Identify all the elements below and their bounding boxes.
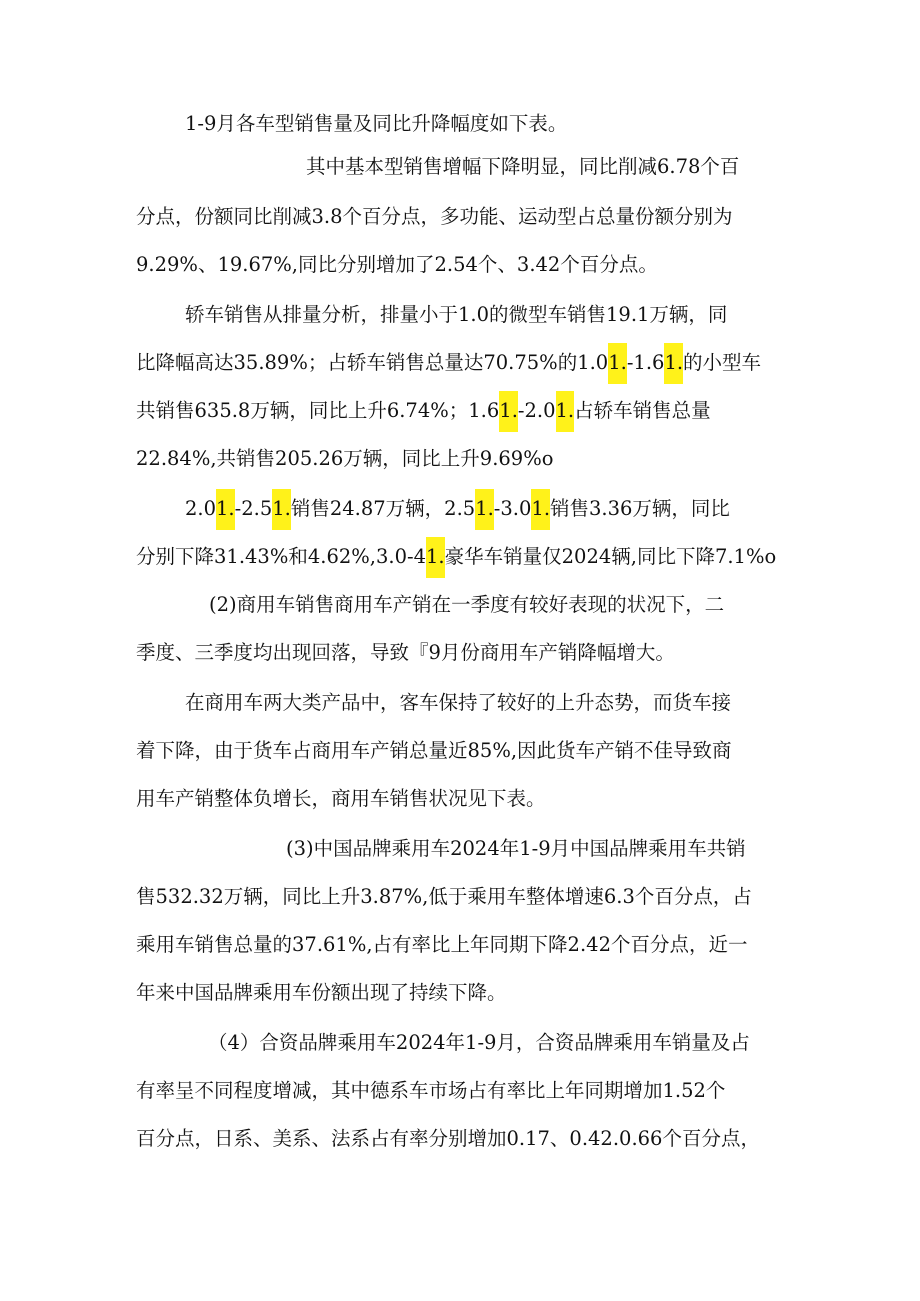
paragraph-line: 比降幅高达35.89%；占轿车销售总量达70.75%的1.01.-1.61.的小型车 xyxy=(136,353,761,373)
highlight-mark: 1. xyxy=(499,391,518,432)
paragraph-line: 1-9月各车型销售量及同比升降幅度如下表。 xyxy=(185,112,568,135)
paragraph-line: 2.01.-2.51.销售24.87万辆，2.51.-3.01.销售3.36万辆，同比 xyxy=(185,499,730,519)
paragraph-line: 百分点，日系、美系、法系占有率分别增加0.17、0.42.0.66个百分点， xyxy=(136,1127,760,1150)
highlight-mark: 1. xyxy=(426,537,445,578)
paragraph-line: 分点，份额同比削减3.8个百分点，多功能、运动型占总量份额分别为 xyxy=(136,205,733,228)
paragraph-line: 分别下降31.43%和4.62%,3.0-41.豪华车销量仅2024辆,同比下降7.1%o xyxy=(136,547,776,567)
highlight-mark: 1. xyxy=(664,343,683,384)
paragraph-line: 季度、三季度均出现回落，导致『9月份商用车产销降幅增大。 xyxy=(136,641,675,664)
highlight-mark: 1. xyxy=(608,343,627,384)
highlight-mark: 1. xyxy=(556,391,575,432)
paragraph-line: (3)中国品牌乘用车2024年1-9月中国品牌乘用车共销 xyxy=(286,837,746,860)
paragraph-line: 共销售635.8万辆，同比上升6.74%；1.61.-2.01.占轿车销售总量 xyxy=(136,401,711,421)
highlight-mark: 1. xyxy=(475,489,494,530)
paragraph-line: 乘用车销售总量的37.61%,占有率比上年同期下降2.42个百分点，近一 xyxy=(136,933,748,956)
paragraph-line: 用车产销整体负增长，商用车销售状况见下表。 xyxy=(136,787,546,810)
highlight-mark: 1. xyxy=(531,489,550,530)
paragraph-line: 售532.32万辆，同比上升3.87%,低于乘用车整体增速6.3个百分点，占 xyxy=(136,885,752,908)
paragraph-line: 着下降，由于货车占商用车产销总量近85%,因此货车产销不佳导致商 xyxy=(136,739,732,762)
highlight-mark: 1. xyxy=(216,489,235,530)
paragraph-line: 有率呈不同程度增减，其中德系车市场占有率比上年同期增加1.52个 xyxy=(136,1079,726,1102)
paragraph-line: (2)商用车销售商用车产销在一季度有较好表现的状况下，二 xyxy=(209,593,725,616)
paragraph-line: 在商用车两大类产品中，客车保持了较好的上升态势，而货车接 xyxy=(185,691,732,714)
highlight-mark: 1. xyxy=(272,489,291,530)
paragraph-line: 年来中国品牌乘用车份额出现了持续下降。 xyxy=(136,981,507,1004)
paragraph-line: 其中基本型销售增幅下降明显，同比削减6.78个百 xyxy=(306,155,740,178)
paragraph-line: （4）合资品牌乘用车2024年1-9月，合资品牌乘用车销量及占 xyxy=(208,1031,750,1054)
paragraph-line: 轿车销售从排量分析，排量小于1.0的微型车销售19.1万辆，同 xyxy=(185,303,728,326)
paragraph-line: 22.84%,共销售205.26万辆，同比上升9.69%o xyxy=(136,447,554,470)
paragraph-line: 9.29%、19.67%,同比分别增加了2.54个、3.42个百分点。 xyxy=(136,253,658,276)
